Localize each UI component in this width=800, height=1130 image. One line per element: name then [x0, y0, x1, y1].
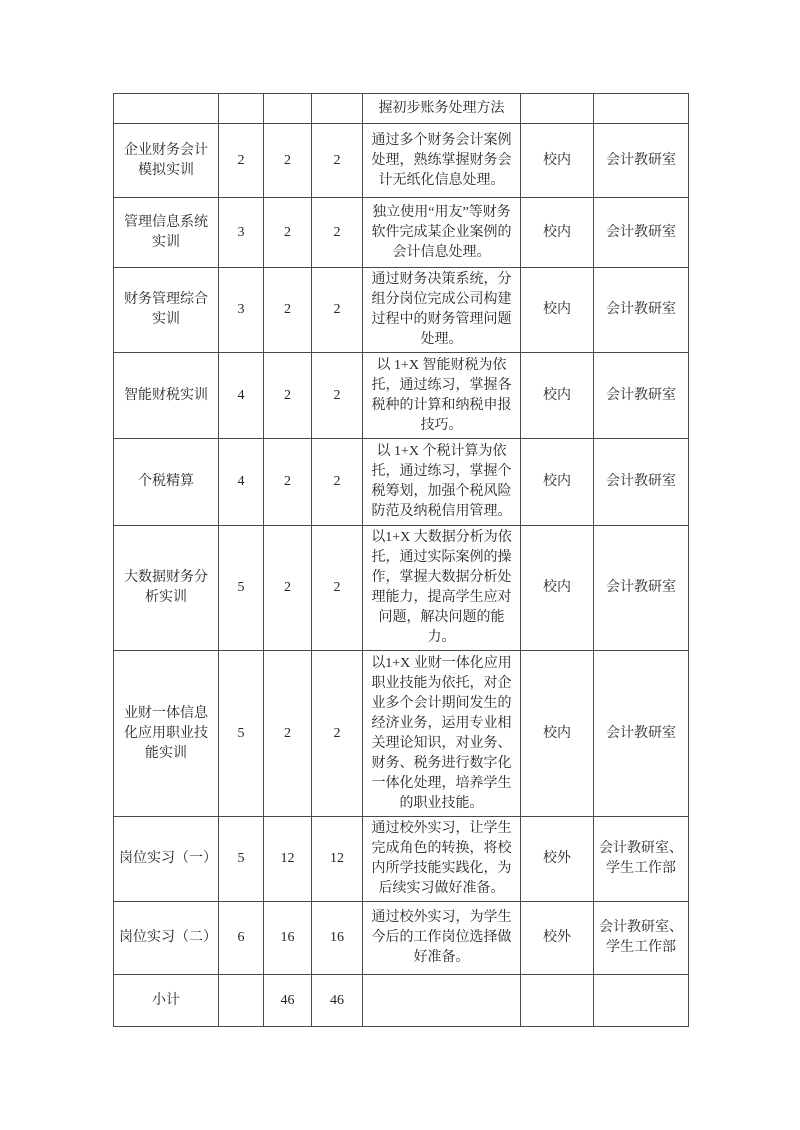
course-name-cell: 岗位实习（二） [114, 902, 219, 975]
num-col2-cell: 12 [264, 817, 312, 902]
location-cell: 校内 [521, 439, 594, 526]
table-row [114, 817, 689, 902]
department-cell: 会计教研室 [594, 268, 689, 353]
num-col1-cell [219, 94, 264, 124]
department-cell [594, 94, 689, 124]
num-col3-cell: 16 [312, 902, 363, 975]
department-cell: 会计教研室 [594, 353, 689, 439]
department-cell [594, 975, 689, 1027]
department-cell: 会计教研室 [594, 526, 689, 651]
num-col3-cell: 2 [312, 268, 363, 353]
subtotal-label-cell: 小计 [114, 975, 219, 1027]
location-cell: 校内 [521, 651, 594, 817]
num-col2-cell: 2 [264, 198, 312, 268]
description-cell: 独立使用“用友”等财务软件完成某企业案例的会计信息处理。 [363, 198, 521, 268]
training-courses-table [113, 93, 689, 1027]
table-row [114, 268, 689, 353]
num-col3-cell: 2 [312, 124, 363, 198]
num-col3-cell [312, 94, 363, 124]
department-cell: 会计教研室 [594, 651, 689, 817]
course-name-cell: 岗位实习（一） [114, 817, 219, 902]
num-col2-cell: 2 [264, 526, 312, 651]
num-col1-cell: 3 [219, 268, 264, 353]
description-cell: 通过财务决策系统，分组分岗位完成公司构建过程中的财务管理问题处理。 [363, 268, 521, 353]
table-row [114, 124, 689, 198]
course-name-cell: 财务管理综合实训 [114, 268, 219, 353]
course-name-cell: 智能财税实训 [114, 353, 219, 439]
department-cell: 会计教研室、学生工作部 [594, 817, 689, 902]
location-cell: 校内 [521, 268, 594, 353]
table-row [114, 439, 689, 526]
table-row [114, 902, 689, 975]
num-col1-cell: 4 [219, 439, 264, 526]
num-col2-cell: 16 [264, 902, 312, 975]
num-col3-cell: 12 [312, 817, 363, 902]
num-col1-cell: 2 [219, 124, 264, 198]
table-row-continuation [114, 94, 689, 124]
num-col3-cell: 2 [312, 651, 363, 817]
table-row [114, 651, 689, 817]
description-cell: 通过校外实习，让学生完成角色的转换，将校内所学技能实践化，为后续实习做好准备。 [363, 817, 521, 902]
course-name-cell [114, 94, 219, 124]
course-name-cell: 业财一体信息化应用职业技能实训 [114, 651, 219, 817]
table-row [114, 353, 689, 439]
num-col2-cell: 2 [264, 353, 312, 439]
num-col1-cell: 3 [219, 198, 264, 268]
course-name-cell: 管理信息系统实训 [114, 198, 219, 268]
num-col2-cell: 46 [264, 975, 312, 1027]
description-cell: 以 1+X 个税计算为依托，通过练习，掌握个税筹划，加强个税风险防范及纳税信用管理。 [363, 439, 521, 526]
department-cell: 会计教研室 [594, 439, 689, 526]
num-col3-cell: 2 [312, 526, 363, 651]
department-cell: 会计教研室 [594, 198, 689, 268]
course-name-cell: 个税精算 [114, 439, 219, 526]
location-cell [521, 94, 594, 124]
subtotal-row [114, 975, 689, 1027]
location-cell: 校内 [521, 124, 594, 198]
num-col3-cell: 2 [312, 353, 363, 439]
num-col1-cell: 6 [219, 902, 264, 975]
num-col2-cell: 2 [264, 268, 312, 353]
description-cell: 以 1+X 智能财税为依托，通过练习，掌握各税种的计算和纳税申报技巧。 [363, 353, 521, 439]
num-col3-cell: 2 [312, 439, 363, 526]
description-cell: 通过校外实习，为学生今后的工作岗位选择做好准备。 [363, 902, 521, 975]
description-cell: 以1+X 业财一体化应用职业技能为依托，对企业多个会计期间发生的经济业务，运用专业相关理论知识，对业务、财务、税务进行数字化一体化处理，培养学生的职业技能。 [363, 651, 521, 817]
location-cell: 校外 [521, 902, 594, 975]
num-col1-cell: 5 [219, 651, 264, 817]
table-row [114, 526, 689, 651]
num-col1-cell [219, 975, 264, 1027]
course-name-cell: 企业财务会计模拟实训 [114, 124, 219, 198]
num-col2-cell: 2 [264, 439, 312, 526]
description-cell [363, 975, 521, 1027]
location-cell [521, 975, 594, 1027]
description-cell: 以1+X 大数据分析为依托，通过实际案例的操作，掌握大数据分析处理能力，提高学生应对问题，解决问题的能力。 [363, 526, 521, 651]
num-col2-cell [264, 94, 312, 124]
description-cell: 通过多个财务会计案例处理，熟练掌握财务会计无纸化信息处理。 [363, 124, 521, 198]
location-cell: 校内 [521, 526, 594, 651]
num-col3-cell: 2 [312, 198, 363, 268]
num-col2-cell: 2 [264, 651, 312, 817]
location-cell: 校内 [521, 198, 594, 268]
table-row [114, 198, 689, 268]
num-col1-cell: 5 [219, 817, 264, 902]
department-cell: 会计教研室、学生工作部 [594, 902, 689, 975]
course-name-cell: 大数据财务分析实训 [114, 526, 219, 651]
num-col3-cell: 46 [312, 975, 363, 1027]
department-cell: 会计教研室 [594, 124, 689, 198]
location-cell: 校外 [521, 817, 594, 902]
num-col2-cell: 2 [264, 124, 312, 198]
num-col1-cell: 4 [219, 353, 264, 439]
num-col1-cell: 5 [219, 526, 264, 651]
location-cell: 校内 [521, 353, 594, 439]
description-cell: 握初步账务处理方法 [363, 94, 521, 124]
